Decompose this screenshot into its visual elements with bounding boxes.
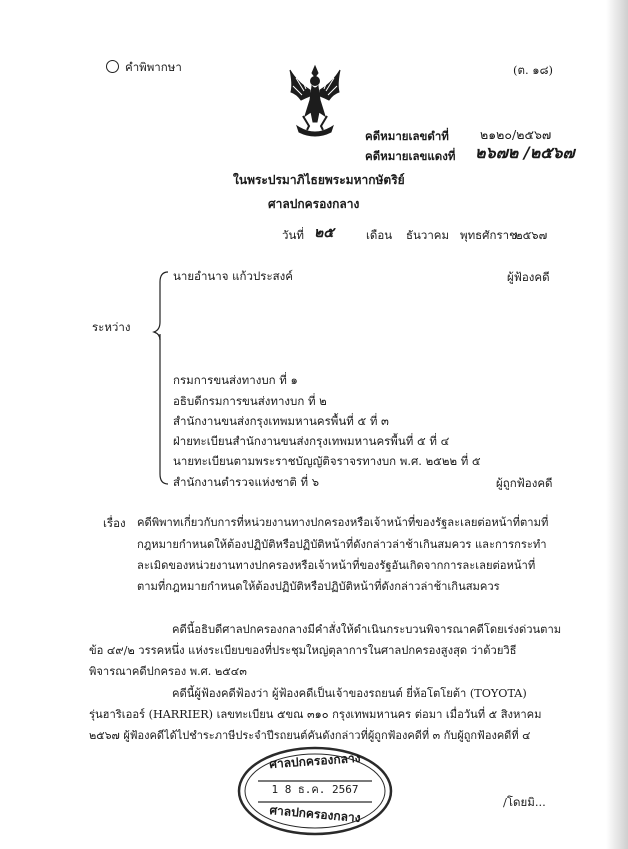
date-month-label: เดือน <box>366 228 393 242</box>
date-year-label: พุทธศักราช <box>460 228 517 242</box>
para1-line-2: ข้อ ๔๙/๒ วรรคหนึ่ง แห่งระเบียบของที่ประชุมใหญ่ตุลาการในศาลปกครองสูงสุด ว่าด้วยวิธี <box>89 644 517 657</box>
doc-type-row <box>106 60 182 74</box>
para2-line-3: ๒๕๖๗ ผู้ฟ้องคดีได้ไปชำระภาษีประจำปีรถยนต์คันดังกล่าวที่ผู้ถูกฟ้องคดีที่ ๓ กับผู้ถูกฟ้องคดีที่ ๔ <box>89 729 531 742</box>
continuation-text: /โดยมิ... <box>503 795 546 809</box>
stamp-top-text: ศาลปกครองกลาง <box>268 750 361 772</box>
subject-line-3: ละเมิดของหน่วยงานทางปกครองหรือเจ้าหน้าที่ของรัฐอันเกิดจากการละเลยต่อหน้าที่ <box>137 559 536 572</box>
defendant-5: นายทะเบียนตามพระราชบัญญัติจราจรทางบก พ.ศ. ๒๕๒๒ ที่ ๕ <box>173 454 481 468</box>
red-case-label: คดีหมายเลขแดงที่ <box>365 149 456 163</box>
black-case-label: คดีหมายเลขดำที่ <box>365 129 449 143</box>
para1-line-3: พิจารณาคดีปกครอง พ.ศ. ๒๕๔๓ <box>89 665 247 678</box>
red-case-number: ๒๖๗๒ /๒๕๖๗ <box>475 143 575 162</box>
court-name: ศาลปกครองกลาง <box>268 197 360 211</box>
subject-line-2: กฎหมายกำหนดให้ต้องปฏิบัติหรือปฏิบัติหน้าที่ดังกล่าวล่าช้าเกินสมควร และการกระทำ <box>137 538 547 551</box>
para2-line-1: คดีนี้ผู้ฟ้องคดีฟ้องว่า ผู้ฟ้องคดีเป็นเจ้าของรถยนต์ ยี่ห้อโตโยต้า (TOYOTA) <box>172 687 527 700</box>
form-code: (ต. ๑๘) <box>513 63 553 77</box>
circle-checkbox-icon <box>106 60 119 73</box>
royal-line: ในพระปรมาภิไธยพระมหากษัตริย์ <box>233 173 405 187</box>
plaintiff-name: นายอำนาจ แก้วประสงค์ <box>173 269 293 283</box>
subject-line-4: ตามที่กฎหมายกำหนดให้ต้องปฏิบัติหรือปฏิบัติหน้าที่ดังกล่าวล่าช้าเกินสมควร <box>137 580 500 593</box>
defendant-role: ผู้ถูกฟ้องคดี <box>496 476 553 490</box>
defendant-4: ฝ่ายทะเบียนสำนักงานขนส่งกรุงเทพมหานครพื้นที่ ๕ ที่ ๔ <box>173 434 450 448</box>
para1-line-1: คดีนี้อธิบดีศาลปกครองกลางมีคำสั่งให้ดำเนินกระบวนพิจารณาคดีโดยเร่งด่วนตาม <box>172 623 562 636</box>
date-year: ๒๕๖๗ <box>515 228 548 242</box>
defendant-6: สำนักงานตำรวจแห่งชาติ ที่ ๖ <box>173 475 320 489</box>
left-brace-top <box>152 270 170 340</box>
defendant-1: กรมการขนส่งทางบก ที่ ๑ <box>173 373 298 387</box>
stamp-bottom-text: ศาลปกครองกลาง <box>268 803 362 825</box>
court-stamp <box>236 745 394 837</box>
date-month: ธันวาคม <box>406 228 450 242</box>
defendant-2: อธิบดีกรมการขนส่งทางบก ที่ ๒ <box>173 394 327 408</box>
page-edge-shadow <box>606 0 628 849</box>
stamp-date: 1 8 ธ.ค. 2567 <box>271 783 359 796</box>
subject-line-1: คดีพิพาทเกี่ยวกับการที่หน่วยงานทางปกครองหรือเจ้าหน้าที่ของรัฐละเลยต่อหน้าที่ตามที่ <box>137 516 549 529</box>
garuda-emblem-icon <box>287 64 343 138</box>
para2-line-2: รุ่นฮาริเออร์ (HARRIER) เลขทะเบียน ๕ขณ ๓๑๐ กรุงเทพมหานคร ต่อมา เมื่อวันที่ ๕ สิงหาคม <box>89 708 542 721</box>
date-day: ๒๕ <box>314 225 334 241</box>
subject-label: เรื่อง <box>103 516 126 530</box>
left-brace-bottom <box>152 334 170 486</box>
between-label: ระหว่าง <box>92 320 131 334</box>
black-case-number: ๒๑๒๐/๒๕๖๗ <box>480 127 552 142</box>
doc-type: คำพิพากษา <box>125 60 182 74</box>
defendant-3: สำนักงานขนส่งกรุงเทพมหานครพื้นที่ ๕ ที่ ๓ <box>173 414 389 428</box>
date-day-label: วันที่ <box>282 228 304 242</box>
plaintiff-role: ผู้ฟ้องคดี <box>507 270 550 284</box>
